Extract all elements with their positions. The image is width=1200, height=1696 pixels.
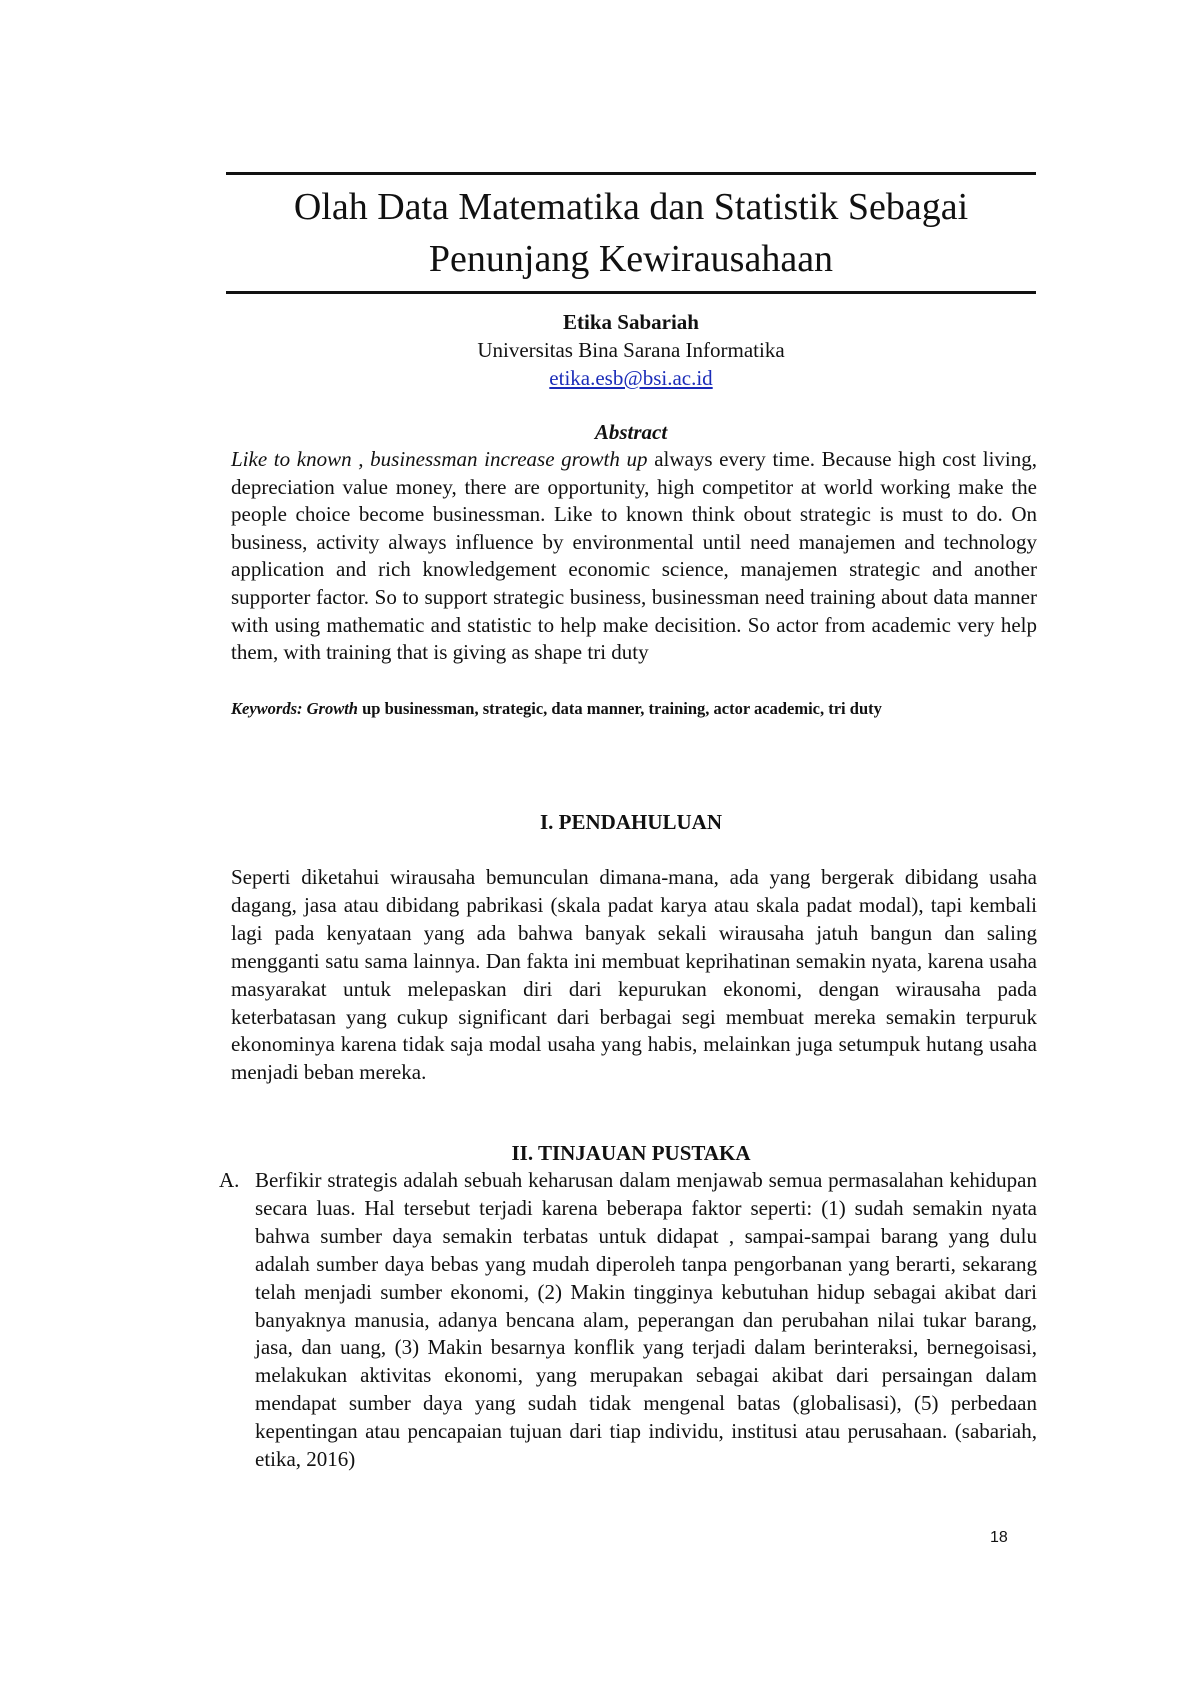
title-block <box>226 172 1036 294</box>
author-block <box>226 308 1036 392</box>
keywords-label: Keywords: Growth <box>231 699 358 718</box>
abstract-italic-lead: Like to known , businessman increase growth up <box>231 447 648 471</box>
section-heading-pendahuluan: I. PENDAHULUAN <box>539 810 722 834</box>
section-heading-tinjauan-pustaka: II. TINJAUAN PUSTAKA <box>511 1141 751 1165</box>
list-item-text: Berfikir strategis adalah sebuah keharusan dalam menjawab semua permasalahan kehidupan secara luas. Hal tersebut terjadi karena beberapa faktor seperti: (1) sudah semakin nyata bahwa sumber daya semakin terbatas untuk didapat , sampai-sampai barang yang dulu adalah sumber daya bebas yang mudah diperoleh tanpa pengorbanan yang berarti, sekarang telah menjadi sumber ekonomi, (2) Makin tingginya kebutuhan hidup sebagai akibat dari banyaknya manusia, adanya bencana alam, peperangan dan perubahan nilai tukar barang, jasa, dan uang, (3) Makin besarnya konflik yang terjadi dalam berinteraksi, bernegoisasi, melakukan aktivitas ekonomi, yang merupakan sebagai akibat dari persaingan dalam mendapat sumber daya yang sudah tidak mengenal batas (globalisasi), (5) perbedaan kepentingan atau pencapaian tujuan dari tiap individu, institusi atau perusahaan. (sabariah, etika, 2016) <box>255 1168 1037 1472</box>
keywords-text: up businessman, strategic, data manner, training, actor academic, tri duty <box>357 699 882 718</box>
abstract-text: always every time. Because high cost living, depreciation value money, there are opportunity, high competitor at world working make the people choice become businessman. Like to known think obout strategic is must to do. On business, activity always influence by environmental until need manajemen and technology application and rich knowledgement economic science, manajemen strategic and another supporter factor. So to support strategic business, businessman need training about data manner with using mathematic and statistic to help make decisition. So actor from academic very help them, with training that is giving as shape tri duty <box>231 447 1037 665</box>
author-email-link[interactable]: etika.esb@bsi.ac.id <box>549 366 713 390</box>
section-paragraph-pendahuluan: Seperti diketahui wirausaha bemunculan dimana-mana, ada yang bergerak dibidang usaha dagang, jasa atau dibidang pabrikasi (skala padat karya atau skala padat modal), tapi kembali lagi pada kenyataan yang ada bahwa banyak sekali wirausaha jatuh bangun dan saling mengganti satu sama lainnya. Dan fakta ini membuat keprihatinan semakin nyata, karena usaha masyarakat untuk melepaskan diri dari kepurukan ekonomi, dengan wirausaha pada keterbatasan yang cukup significant dari berbagai segi membuat mereka semakin terpuruk ekonominya karena tidak saja modal usaha yang habis, melainkan juga setumpuk hutang usaha menjadi beban mereka. <box>231 865 1037 1085</box>
abstract-body <box>231 446 1037 667</box>
keywords-line <box>231 697 1061 721</box>
paper-title-line-2: Penunjang Kewirausahaan <box>428 238 834 280</box>
list-item-marker: A. <box>219 1168 240 1192</box>
paper-title-line-1: Olah Data Matematika dan Statistik Sebagai <box>293 186 969 228</box>
abstract-heading: Abstract <box>594 420 668 444</box>
author-affiliation: Universitas Bina Sarana Informatika <box>477 338 785 362</box>
page-number: 18 <box>990 1529 1008 1546</box>
author-name: Etika Sabariah <box>563 310 699 334</box>
